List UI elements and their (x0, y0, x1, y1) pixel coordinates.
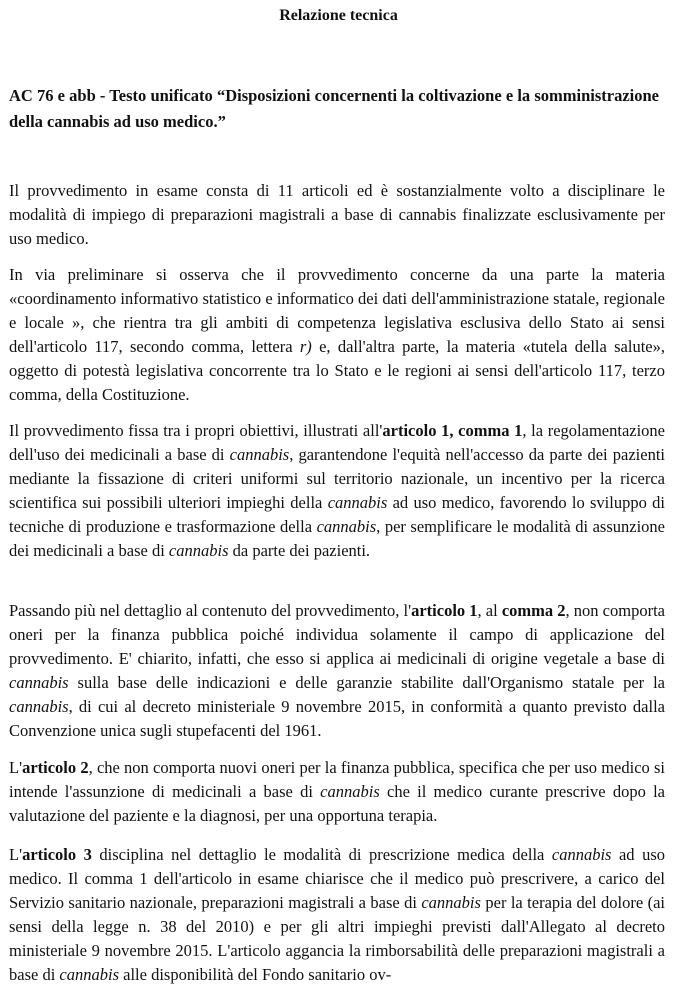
bold-reference: articolo 1 (411, 601, 478, 620)
text-run: , per semplificare le modalità di assunzione dei medicinali a base di (9, 517, 665, 560)
text-run: ad uso medico. Il comma 1 dell'articolo in esame chiarisce che il medico può prescrivere, a carico del Servizio sanitario nazionale, preparazioni magistrali a base di (9, 845, 665, 912)
italic-term: cannabis (9, 673, 69, 692)
text-run: L' (9, 845, 23, 864)
text-run: Il provvedimento fissa tra i propri obiettivi, illustrati all' (9, 421, 383, 440)
text-run: , la regolamentazione dell'uso dei medicinali a base di (9, 421, 665, 464)
text-run: disciplina nel dettaglio le modalità di prescrizione medica della (91, 845, 552, 864)
text-run: In via preliminare si osserva che il provvedimento concerne da una parte la materia «coordinamento informativo statistico e informatico dei dati dell'amministrazione statale, regionale e locale », che rientra tra gli ambiti di competenza legislativa esclusiva dello Stato ai sensi dell'articolo 117, secondo comma, lettera (9, 265, 665, 356)
paragraph-4 (9, 599, 665, 743)
text-run: per la terapia del dolore (ai sensi della legge n. 38 del 2010) e per gli altri impieghi previsti dall'Allegato al decreto ministeriale 9 novembre 2015. L'articolo aggancia la rimborsabilità delle preparazioni magistrali a base di (9, 893, 665, 984)
document-title: Relazione tecnica (279, 7, 398, 24)
text-run: e, dall'altra parte, la materia «tutela della salute», oggetto di potestà legislativa concorrente tra lo Stato e le regioni ai sensi dell'articolo 117, terzo comma, della Costituzione. (9, 337, 665, 404)
text-run: , non comporta oneri per la finanza pubblica poiché individua solamente il campo di applicazione del provvedimento. E' chiarito, infatti, che esso si applica ai medicinali di origine vegetale a base di (9, 601, 665, 668)
italic-term: cannabis (168, 541, 229, 560)
bold-reference: comma 2 (501, 601, 566, 620)
italic-term: cannabis (320, 782, 380, 801)
italic-term: cannabis (421, 893, 481, 912)
italic-term: cannabis (59, 965, 119, 984)
text-run: sulla base delle indicazioni e delle garanzie stabilite dall'Organismo statale per la (68, 673, 665, 692)
paragraph-5 (9, 756, 665, 828)
italic-term: cannabis (229, 445, 290, 464)
paragraph-3 (9, 419, 665, 563)
text-run: , garantendone l'equità nell'accesso da parte dei pazienti mediante la fissazione di criteri uniformi sul territorio nazionale, un incentivo per la ricerca scientifica sui possibili ulteriori impieghi della (9, 445, 665, 512)
italic-term: cannabis (551, 845, 612, 864)
text-run: che il medico curante prescrive dopo la valutazione del paziente e la diagnosi, per una opportuna terapia. (9, 782, 665, 825)
paragraph-6 (9, 843, 665, 987)
italic-term: cannabis (327, 493, 388, 512)
text-run: Il provvedimento in esame consta di 11 articoli ed è sostanzialmente volto a disciplinare le modalità di impiego di preparazioni magistrali a base di cannabis finalizzate esclusivamente per uso medico. (9, 181, 665, 248)
italic-term: cannabis (9, 697, 69, 716)
text-run: Passando più nel dettaglio al contenuto del provvedimento, l' (9, 601, 412, 620)
text-run: ad uso medico, favorendo lo sviluppo di tecniche di produzione e trasformazione della (9, 493, 665, 536)
bold-reference: articolo 3 (22, 845, 92, 864)
text-run: , che non comporta nuovi oneri per la finanza pubblica, specifica che per uso medico si intende l'assunzione di medicinali a base di (9, 758, 665, 801)
paragraph-2 (9, 263, 665, 407)
text-run: , di cui al decreto ministeriale 9 novembre 2015, in conformità a quanto previsto dalla Convenzione unica sugli stupefacenti del 1961. (9, 697, 665, 740)
italic-term: cannabis (316, 517, 377, 536)
text-run: L' (9, 758, 23, 777)
text-run: alle disponibilità del Fondo sanitario ov- (119, 965, 392, 984)
text-run: da parte dei pazienti. (228, 541, 371, 560)
bold-reference: articolo 1, comma 1 (382, 421, 523, 440)
paragraph-1 (9, 179, 665, 251)
bold-reference: articolo 2 (22, 758, 89, 777)
text-run: , al (477, 601, 502, 620)
document-subject: AC 76 e abb - Testo unificato “Disposizioni concernenti la coltivazione e la somministrazione della cannabis ad uso medico.” (9, 86, 659, 131)
italic-term: r) (299, 337, 312, 356)
